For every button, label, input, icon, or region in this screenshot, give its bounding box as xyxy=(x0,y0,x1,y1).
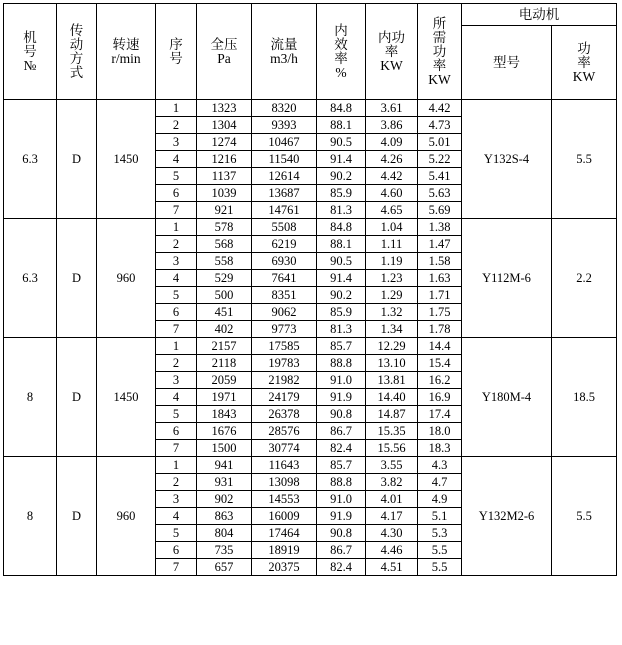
flow-cell: 26378 xyxy=(252,406,317,423)
required-power-cell: 1.38 xyxy=(418,219,462,236)
required-power-cell: 15.4 xyxy=(418,355,462,372)
efficiency-cell: 85.7 xyxy=(317,457,366,474)
pressure-cell: 863 xyxy=(197,508,252,525)
seq-cell: 3 xyxy=(156,134,197,151)
required-power-cell: 5.5 xyxy=(418,559,462,576)
seq-cell: 6 xyxy=(156,542,197,559)
flow-cell: 14761 xyxy=(252,202,317,219)
seq-cell: 1 xyxy=(156,338,197,355)
seq-cell: 4 xyxy=(156,508,197,525)
internal-power-cell: 1.32 xyxy=(366,304,418,321)
machine-no-cell: 8 xyxy=(4,338,57,457)
seq-cell: 5 xyxy=(156,406,197,423)
seq-cell: 4 xyxy=(156,270,197,287)
machine-no-cell: 6.3 xyxy=(4,219,57,338)
motor-power-cell: 5.5 xyxy=(552,100,617,219)
flow-cell: 6930 xyxy=(252,253,317,270)
pressure-cell: 1676 xyxy=(197,423,252,440)
internal-power-cell: 1.19 xyxy=(366,253,418,270)
pressure-cell: 1039 xyxy=(197,185,252,202)
pressure-cell: 1971 xyxy=(197,389,252,406)
seq-cell: 3 xyxy=(156,372,197,389)
header-internal-power: 内功 率 KW xyxy=(366,4,418,100)
required-power-cell: 5.3 xyxy=(418,525,462,542)
table-row xyxy=(4,338,617,355)
internal-power-cell: 3.86 xyxy=(366,117,418,134)
speed-cell: 1450 xyxy=(97,338,156,457)
flow-cell: 10467 xyxy=(252,134,317,151)
drive-mode-cell: D xyxy=(57,100,97,219)
internal-power-cell: 1.34 xyxy=(366,321,418,338)
motor-model-cell: Y180M-4 xyxy=(462,338,552,457)
drive-mode-cell: D xyxy=(57,338,97,457)
seq-cell: 3 xyxy=(156,253,197,270)
pressure-cell: 500 xyxy=(197,287,252,304)
efficiency-cell: 85.9 xyxy=(317,185,366,202)
motor-model-cell: Y132M2-6 xyxy=(462,457,552,576)
efficiency-cell: 81.3 xyxy=(317,202,366,219)
motor-power-cell: 18.5 xyxy=(552,338,617,457)
seq-cell: 1 xyxy=(156,100,197,117)
seq-cell: 7 xyxy=(156,321,197,338)
flow-cell: 11540 xyxy=(252,151,317,168)
internal-power-cell: 4.30 xyxy=(366,525,418,542)
required-power-cell: 1.58 xyxy=(418,253,462,270)
header-total-pressure: 全压 Pa xyxy=(197,4,252,100)
pressure-cell: 558 xyxy=(197,253,252,270)
internal-power-cell: 4.09 xyxy=(366,134,418,151)
required-power-cell: 5.5 xyxy=(418,542,462,559)
seq-cell: 7 xyxy=(156,202,197,219)
internal-power-cell: 3.82 xyxy=(366,474,418,491)
required-power-cell: 4.3 xyxy=(418,457,462,474)
table-row xyxy=(4,100,617,117)
efficiency-cell: 91.0 xyxy=(317,491,366,508)
pressure-cell: 578 xyxy=(197,219,252,236)
required-power-cell: 1.75 xyxy=(418,304,462,321)
efficiency-cell: 82.4 xyxy=(317,559,366,576)
internal-power-cell: 13.81 xyxy=(366,372,418,389)
internal-power-cell: 1.11 xyxy=(366,236,418,253)
table-row xyxy=(4,219,617,236)
seq-cell: 2 xyxy=(156,355,197,372)
efficiency-cell: 88.1 xyxy=(317,236,366,253)
internal-power-cell: 4.60 xyxy=(366,185,418,202)
flow-cell: 30774 xyxy=(252,440,317,457)
internal-power-cell: 1.04 xyxy=(366,219,418,236)
efficiency-cell: 88.1 xyxy=(317,117,366,134)
motor-power-cell: 5.5 xyxy=(552,457,617,576)
machine-no-cell: 8 xyxy=(4,457,57,576)
required-power-cell: 5.63 xyxy=(418,185,462,202)
internal-power-cell: 13.10 xyxy=(366,355,418,372)
efficiency-cell: 91.4 xyxy=(317,270,366,287)
speed-cell: 960 xyxy=(97,219,156,338)
efficiency-cell: 88.8 xyxy=(317,474,366,491)
internal-power-cell: 4.17 xyxy=(366,508,418,525)
required-power-cell: 16.2 xyxy=(418,372,462,389)
required-power-cell: 16.9 xyxy=(418,389,462,406)
required-power-cell: 17.4 xyxy=(418,406,462,423)
internal-power-cell: 4.26 xyxy=(366,151,418,168)
seq-cell: 1 xyxy=(156,457,197,474)
required-power-cell: 5.1 xyxy=(418,508,462,525)
flow-cell: 5508 xyxy=(252,219,317,236)
table-header xyxy=(4,4,617,100)
header-seq: 序号 xyxy=(156,4,197,100)
pressure-cell: 1137 xyxy=(197,168,252,185)
header-motor-power: 功 率 KW xyxy=(552,26,617,100)
seq-cell: 7 xyxy=(156,440,197,457)
flow-cell: 13098 xyxy=(252,474,317,491)
efficiency-cell: 85.9 xyxy=(317,304,366,321)
flow-cell: 6219 xyxy=(252,236,317,253)
flow-cell: 20375 xyxy=(252,559,317,576)
seq-cell: 4 xyxy=(156,151,197,168)
flow-cell: 18919 xyxy=(252,542,317,559)
efficiency-cell: 84.8 xyxy=(317,100,366,117)
efficiency-cell: 82.4 xyxy=(317,440,366,457)
motor-power-cell: 2.2 xyxy=(552,219,617,338)
pressure-cell: 1304 xyxy=(197,117,252,134)
internal-power-cell: 1.29 xyxy=(366,287,418,304)
required-power-cell: 5.69 xyxy=(418,202,462,219)
header-flow: 流量 m3/h xyxy=(252,4,317,100)
pressure-cell: 941 xyxy=(197,457,252,474)
efficiency-cell: 91.9 xyxy=(317,389,366,406)
motor-model-cell: Y132S-4 xyxy=(462,100,552,219)
efficiency-cell: 91.0 xyxy=(317,372,366,389)
efficiency-cell: 90.2 xyxy=(317,287,366,304)
flow-cell: 7641 xyxy=(252,270,317,287)
internal-power-cell: 4.51 xyxy=(366,559,418,576)
motor-model-cell: Y112M-6 xyxy=(462,219,552,338)
flow-cell: 14553 xyxy=(252,491,317,508)
machine-no-cell: 6.3 xyxy=(4,100,57,219)
seq-cell: 2 xyxy=(156,474,197,491)
internal-power-cell: 1.23 xyxy=(366,270,418,287)
internal-power-cell: 15.56 xyxy=(366,440,418,457)
required-power-cell: 18.3 xyxy=(418,440,462,457)
flow-cell: 17585 xyxy=(252,338,317,355)
seq-cell: 5 xyxy=(156,168,197,185)
pressure-cell: 568 xyxy=(197,236,252,253)
seq-cell: 1 xyxy=(156,219,197,236)
required-power-cell: 1.63 xyxy=(418,270,462,287)
drive-mode-cell: D xyxy=(57,219,97,338)
flow-cell: 8351 xyxy=(252,287,317,304)
efficiency-cell: 86.7 xyxy=(317,542,366,559)
header-motor: 电动机 xyxy=(462,4,617,26)
efficiency-cell: 91.4 xyxy=(317,151,366,168)
internal-power-cell: 14.40 xyxy=(366,389,418,406)
seq-cell: 3 xyxy=(156,491,197,508)
header-drive-mode: 传动方式 xyxy=(57,4,97,100)
seq-cell: 2 xyxy=(156,117,197,134)
seq-cell: 6 xyxy=(156,423,197,440)
efficiency-cell: 91.9 xyxy=(317,508,366,525)
internal-power-cell: 12.29 xyxy=(366,338,418,355)
pressure-cell: 1500 xyxy=(197,440,252,457)
efficiency-cell: 90.8 xyxy=(317,525,366,542)
pressure-cell: 804 xyxy=(197,525,252,542)
required-power-cell: 4.73 xyxy=(418,117,462,134)
required-power-cell: 5.41 xyxy=(418,168,462,185)
required-power-cell: 4.42 xyxy=(418,100,462,117)
seq-cell: 5 xyxy=(156,287,197,304)
required-power-cell: 1.47 xyxy=(418,236,462,253)
internal-power-cell: 14.87 xyxy=(366,406,418,423)
pressure-cell: 529 xyxy=(197,270,252,287)
flow-cell: 17464 xyxy=(252,525,317,542)
speed-cell: 960 xyxy=(97,457,156,576)
internal-power-cell: 4.65 xyxy=(366,202,418,219)
seq-cell: 7 xyxy=(156,559,197,576)
pressure-cell: 2157 xyxy=(197,338,252,355)
required-power-cell: 5.22 xyxy=(418,151,462,168)
flow-cell: 19783 xyxy=(252,355,317,372)
efficiency-cell: 90.5 xyxy=(317,253,366,270)
header-internal-efficiency: 内 效 率 % xyxy=(317,4,366,100)
efficiency-cell: 86.7 xyxy=(317,423,366,440)
internal-power-cell: 3.55 xyxy=(366,457,418,474)
seq-cell: 5 xyxy=(156,525,197,542)
required-power-cell: 1.78 xyxy=(418,321,462,338)
efficiency-cell: 90.5 xyxy=(317,134,366,151)
header-motor-model: 型号 xyxy=(462,26,552,100)
required-power-cell: 5.01 xyxy=(418,134,462,151)
flow-cell: 16009 xyxy=(252,508,317,525)
flow-cell: 8320 xyxy=(252,100,317,117)
flow-cell: 24179 xyxy=(252,389,317,406)
efficiency-cell: 85.7 xyxy=(317,338,366,355)
required-power-cell: 4.9 xyxy=(418,491,462,508)
seq-cell: 6 xyxy=(156,304,197,321)
seq-cell: 2 xyxy=(156,236,197,253)
speed-cell: 1450 xyxy=(97,100,156,219)
pressure-cell: 921 xyxy=(197,202,252,219)
pressure-cell: 402 xyxy=(197,321,252,338)
internal-power-cell: 3.61 xyxy=(366,100,418,117)
header-machine-no: 机号№ xyxy=(4,4,57,100)
flow-cell: 12614 xyxy=(252,168,317,185)
fan-performance-table xyxy=(3,3,617,576)
flow-cell: 13687 xyxy=(252,185,317,202)
efficiency-cell: 90.8 xyxy=(317,406,366,423)
required-power-cell: 18.0 xyxy=(418,423,462,440)
pressure-cell: 1323 xyxy=(197,100,252,117)
efficiency-cell: 90.2 xyxy=(317,168,366,185)
internal-power-cell: 4.42 xyxy=(366,168,418,185)
internal-power-cell: 4.46 xyxy=(366,542,418,559)
internal-power-cell: 15.35 xyxy=(366,423,418,440)
pressure-cell: 1843 xyxy=(197,406,252,423)
flow-cell: 11643 xyxy=(252,457,317,474)
pressure-cell: 1216 xyxy=(197,151,252,168)
table-row xyxy=(4,457,617,474)
pressure-cell: 902 xyxy=(197,491,252,508)
required-power-cell: 14.4 xyxy=(418,338,462,355)
pressure-cell: 657 xyxy=(197,559,252,576)
flow-cell: 28576 xyxy=(252,423,317,440)
header-speed: 转速 r/min xyxy=(97,4,156,100)
efficiency-cell: 81.3 xyxy=(317,321,366,338)
internal-power-cell: 4.01 xyxy=(366,491,418,508)
pressure-cell: 735 xyxy=(197,542,252,559)
pressure-cell: 2059 xyxy=(197,372,252,389)
efficiency-cell: 84.8 xyxy=(317,219,366,236)
pressure-cell: 451 xyxy=(197,304,252,321)
flow-cell: 9773 xyxy=(252,321,317,338)
pressure-cell: 931 xyxy=(197,474,252,491)
required-power-cell: 4.7 xyxy=(418,474,462,491)
seq-cell: 6 xyxy=(156,185,197,202)
efficiency-cell: 88.8 xyxy=(317,355,366,372)
header-required-power: 所 需 功 率 KW xyxy=(418,4,462,100)
flow-cell: 21982 xyxy=(252,372,317,389)
drive-mode-cell: D xyxy=(57,457,97,576)
required-power-cell: 1.71 xyxy=(418,287,462,304)
table-body xyxy=(4,100,617,576)
seq-cell: 4 xyxy=(156,389,197,406)
flow-cell: 9393 xyxy=(252,117,317,134)
pressure-cell: 1274 xyxy=(197,134,252,151)
flow-cell: 9062 xyxy=(252,304,317,321)
pressure-cell: 2118 xyxy=(197,355,252,372)
